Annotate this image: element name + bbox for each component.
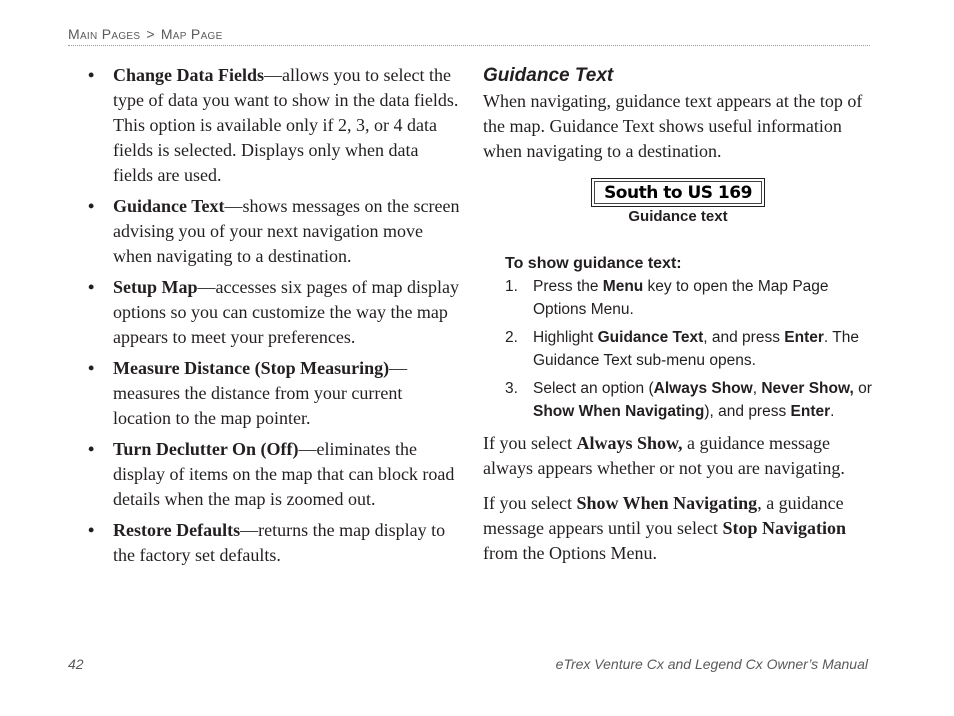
- step-item: [483, 377, 873, 423]
- step-text: ), and press: [704, 403, 791, 420]
- list-item: [88, 275, 460, 350]
- option-name: Guidance Text: [597, 329, 704, 346]
- option-desc: —accesses six pages of map display options so you can customize the way the map appears to meet your preferences.: [113, 277, 459, 347]
- paragraph-always-show: [483, 431, 873, 481]
- option-term: Setup Map: [113, 277, 198, 297]
- section-title: Guidance Text: [483, 65, 614, 86]
- option-name: Stop Navigation: [722, 518, 846, 538]
- option-term: Change Data Fields: [113, 65, 265, 85]
- option-desc: —returns the map display to the factory set defaults.: [113, 520, 446, 565]
- paragraph-text: If you select: [483, 433, 577, 453]
- option-desc: — measures the distance from your current location to the map pointer.: [113, 358, 408, 428]
- left-column: [88, 63, 460, 574]
- paragraph-text: , a guidance message appears until you select: [483, 493, 844, 538]
- bullet-icon: •: [88, 65, 95, 85]
- step-text: Highlight: [533, 329, 598, 346]
- option-desc: —shows messages on the screen advising you of your next navigation move when navigating to a destination.: [113, 196, 460, 266]
- step-text: Select an option (: [533, 380, 654, 397]
- list-item: [88, 518, 460, 568]
- figure-caption: Guidance text: [628, 208, 728, 225]
- bullet-icon: •: [88, 358, 95, 378]
- list-item: [88, 194, 460, 269]
- step-number: 2.: [505, 329, 518, 346]
- intro-paragraph: When navigating, guidance text appears at the top of the map. Guidance Text shows useful information when navigating to a destination.: [483, 91, 863, 161]
- list-item: [88, 356, 460, 431]
- breadcrumb: [68, 26, 870, 46]
- procedure-title: To show guidance text:: [505, 255, 682, 272]
- step-number: 1.: [505, 278, 518, 295]
- paragraph-text: If you select: [483, 493, 577, 513]
- paragraph-text: a guidance message always appears whether or not you are navigating.: [483, 433, 845, 478]
- step-text: , and press: [703, 329, 785, 346]
- step-text: . The Guidance Text sub-menu opens.: [533, 329, 859, 369]
- option-name: Always Show: [653, 380, 753, 397]
- option-name: Never Show,: [761, 380, 854, 397]
- enter-key-name: Enter: [784, 329, 824, 346]
- step-text: ,: [752, 380, 762, 397]
- option-term: Measure Distance (Stop Measuring): [113, 358, 390, 378]
- step-text: or: [853, 380, 872, 397]
- breadcrumb-current: Map Page: [160, 26, 223, 42]
- list-item: [88, 63, 460, 188]
- step-item: [483, 326, 873, 372]
- bullet-icon: •: [88, 196, 95, 216]
- bullet-icon: •: [88, 520, 95, 540]
- paragraph-show-when-navigating: [483, 491, 873, 566]
- option-name: Always Show,: [576, 433, 683, 453]
- option-list: [88, 63, 460, 568]
- step-text: Press the: [533, 278, 603, 295]
- bullet-icon: •: [88, 277, 95, 297]
- option-term: Turn Declutter On (Off): [113, 439, 299, 459]
- enter-key-name: Enter: [790, 403, 831, 420]
- option-desc: —allows you to select the type of data you want to show in the data fields. This option is available only if 2, 3, or 4 data fields is selected. Displays only when data fields are used.: [113, 65, 459, 185]
- right-column: [483, 63, 873, 576]
- option-name: Show When Navigating: [533, 403, 705, 420]
- step-number: 3.: [505, 380, 518, 397]
- list-item: [88, 437, 460, 512]
- option-desc: —eliminates the display of items on the map that can block road details when the map is zoomed out.: [113, 439, 455, 509]
- breadcrumb-separator: >: [146, 26, 155, 42]
- paragraph-text: from the Options Menu.: [483, 543, 657, 563]
- step-text: .: [830, 403, 835, 420]
- option-name: Show When Navigating: [576, 493, 758, 513]
- bullet-icon: •: [88, 439, 95, 459]
- option-term: Guidance Text: [113, 196, 225, 216]
- step-text: key to open the Map Page Options Menu.: [533, 278, 829, 318]
- breadcrumb-parent: Main Pages: [68, 26, 141, 42]
- guidance-text-screen: South to US 169: [591, 178, 765, 207]
- figure: [483, 178, 873, 225]
- procedure-steps: [483, 275, 873, 423]
- manual-title: eTrex Venture Cx and Legend Cx Owner’s Manual: [555, 656, 868, 672]
- option-term: Restore Defaults: [113, 520, 241, 540]
- page-number: 42: [68, 656, 84, 672]
- menu-key-name: Menu: [602, 278, 644, 295]
- step-item: [483, 275, 873, 321]
